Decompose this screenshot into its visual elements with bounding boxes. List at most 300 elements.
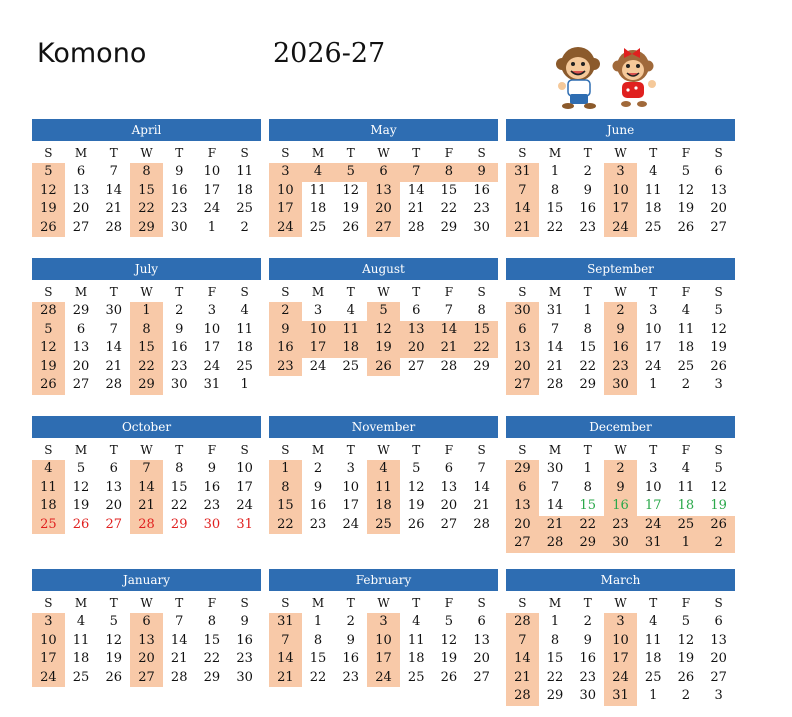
day-cell: 30 xyxy=(604,376,637,395)
day-cell: 20 xyxy=(72,358,90,374)
day-cell: 2 xyxy=(240,219,249,235)
weekday-label: F xyxy=(681,285,691,299)
day-cell: 27 xyxy=(440,516,458,532)
day-cell: 30 xyxy=(170,219,188,235)
day-grid xyxy=(269,302,498,376)
day-cell: 16 xyxy=(579,651,597,666)
monkey-mascots-illustration xyxy=(548,38,668,110)
day-cell: 16 xyxy=(236,632,253,648)
day-cell: 22 xyxy=(269,516,302,535)
day-cell: 13 xyxy=(506,497,539,516)
weekday-label: M xyxy=(311,146,325,160)
day-cell: 9 xyxy=(240,614,249,629)
day-cell: 9 xyxy=(604,321,637,340)
day-cell: 22 xyxy=(571,516,604,535)
day-cell: 15 xyxy=(579,498,597,513)
day-cell: 9 xyxy=(313,479,323,495)
day-cell: 14 xyxy=(473,479,490,495)
day-cell: 18 xyxy=(644,651,662,666)
day-cell: 10 xyxy=(32,632,65,651)
day-cell: 6 xyxy=(76,321,86,337)
weekday-label: T xyxy=(412,443,421,457)
weekday-label: T xyxy=(346,596,355,610)
weekday-label: M xyxy=(548,146,562,160)
day-cell: 10 xyxy=(203,321,221,337)
day-cell: 22 xyxy=(546,219,564,235)
day-cell: 9 xyxy=(346,632,355,648)
day-cell: 13 xyxy=(440,479,458,495)
weekday-label: F xyxy=(444,443,454,457)
day-cell: 2 xyxy=(313,461,323,476)
day-grid xyxy=(32,302,261,395)
day-cell: 20 xyxy=(72,201,90,216)
day-cell: 21 xyxy=(170,651,188,666)
day-cell: 20 xyxy=(710,201,727,216)
day-cell: 24 xyxy=(236,498,253,513)
day-cell: 11 xyxy=(72,632,90,648)
day-cell: 16 xyxy=(604,339,637,358)
month-header: September xyxy=(506,258,735,280)
day-cell: 14 xyxy=(506,650,539,669)
day-cell: 4 xyxy=(240,303,249,318)
day-cell: 20 xyxy=(710,651,727,666)
day-cell: 9 xyxy=(604,479,637,498)
day-cell: 20 xyxy=(130,650,163,669)
weekday-label: S xyxy=(518,596,527,610)
day-cell: 1 xyxy=(649,688,658,703)
weekday-label: M xyxy=(74,146,88,160)
day-cell: 27 xyxy=(473,669,490,685)
month-october xyxy=(32,416,261,534)
day-cell: 19 xyxy=(342,201,360,216)
day-cell: 7 xyxy=(400,163,433,182)
day-cell: 20 xyxy=(105,498,123,513)
day-cell: 19 xyxy=(105,651,123,666)
day-cell: 1 xyxy=(583,461,592,476)
weekday-label: T xyxy=(109,285,118,299)
day-cell: 30 xyxy=(170,377,188,392)
month-january xyxy=(32,569,261,687)
day-cell: 4 xyxy=(649,614,658,629)
weekday-row xyxy=(32,440,261,460)
day-grid xyxy=(506,460,735,553)
month-august xyxy=(269,258,498,376)
day-cell: 5 xyxy=(681,614,691,629)
day-cell: 1 xyxy=(583,303,592,318)
day-cell: 4 xyxy=(681,461,691,476)
day-cell: 18 xyxy=(367,497,400,516)
day-cell: 4 xyxy=(649,164,658,179)
day-cell: 5 xyxy=(714,461,723,476)
day-cell: 2 xyxy=(346,614,355,629)
day-cell: 24 xyxy=(309,358,327,374)
day-cell: 16 xyxy=(342,651,360,666)
weekday-label: T xyxy=(346,146,355,160)
day-cell: 24 xyxy=(637,516,670,535)
day-cell: 8 xyxy=(550,632,560,648)
day-cell: 11 xyxy=(644,182,662,198)
day-cell: 19 xyxy=(32,358,65,377)
weekday-row xyxy=(32,593,261,613)
day-cell: 25 xyxy=(342,358,360,374)
weekday-label: T xyxy=(109,443,118,457)
month-header: July xyxy=(32,258,261,280)
day-grid xyxy=(269,460,498,534)
weekday-label: W xyxy=(140,146,153,160)
day-cell: 26 xyxy=(677,219,695,235)
day-cell: 30 xyxy=(105,303,123,318)
day-cell: 9 xyxy=(583,632,592,648)
day-cell: 25 xyxy=(670,516,703,535)
weekday-label: T xyxy=(412,596,421,610)
day-cell: 19 xyxy=(440,651,458,666)
weekday-label: S xyxy=(714,596,723,610)
day-cell: 27 xyxy=(105,516,123,532)
day-cell: 16 xyxy=(473,182,490,198)
day-cell: 21 xyxy=(269,669,302,688)
day-cell: 17 xyxy=(302,339,335,358)
day-cell: 23 xyxy=(309,516,327,532)
day-cell: 5 xyxy=(714,303,723,318)
day-cell: 1 xyxy=(649,377,658,392)
month-september xyxy=(506,258,735,395)
day-cell: 26 xyxy=(677,669,695,685)
day-cell: 27 xyxy=(72,219,90,235)
day-cell: 13 xyxy=(473,632,490,648)
day-cell: 3 xyxy=(313,303,323,318)
day-cell: 19 xyxy=(677,201,695,216)
weekday-label: S xyxy=(281,443,290,457)
month-header: November xyxy=(269,416,498,438)
day-cell: 26 xyxy=(342,219,360,235)
day-cell: 4 xyxy=(302,163,335,182)
month-header: August xyxy=(269,258,498,280)
day-cell: 24 xyxy=(203,358,221,374)
weekday-label: T xyxy=(175,443,184,457)
day-cell: 11 xyxy=(677,479,695,495)
day-cell: 17 xyxy=(32,650,65,669)
day-cell: 20 xyxy=(440,498,458,513)
day-cell: 23 xyxy=(604,516,637,535)
day-cell: 10 xyxy=(269,182,302,201)
day-cell: 3 xyxy=(714,688,723,703)
day-cell: 23 xyxy=(579,219,597,235)
day-cell: 20 xyxy=(367,200,400,219)
day-grid xyxy=(506,163,735,237)
weekday-label: F xyxy=(207,443,217,457)
weekday-label: W xyxy=(140,596,153,610)
weekday-row xyxy=(269,593,498,613)
weekday-label: T xyxy=(649,443,658,457)
day-cell: 7 xyxy=(109,321,118,337)
weekday-label: F xyxy=(681,596,691,610)
day-cell: 5 xyxy=(32,321,65,340)
day-cell: 6 xyxy=(76,164,86,179)
day-cell: 3 xyxy=(604,163,637,182)
day-cell: 16 xyxy=(203,479,221,495)
day-cell: 19 xyxy=(710,498,727,513)
weekday-label: W xyxy=(377,285,390,299)
day-cell: 31 xyxy=(269,613,302,632)
day-cell: 5 xyxy=(681,164,691,179)
month-november xyxy=(269,416,498,534)
day-cell: 24 xyxy=(32,669,65,688)
day-cell: 7 xyxy=(269,632,302,651)
day-cell: 21 xyxy=(506,219,539,238)
day-cell: 18 xyxy=(677,340,695,355)
day-cell: 1 xyxy=(269,460,302,479)
day-cell: 23 xyxy=(473,201,490,216)
month-header: May xyxy=(269,119,498,141)
weekday-label: S xyxy=(714,443,723,457)
day-cell: 16 xyxy=(579,201,597,216)
day-cell: 3 xyxy=(32,613,65,632)
day-cell: 9 xyxy=(175,164,184,179)
day-cell: 25 xyxy=(644,669,662,685)
weekday-label: S xyxy=(518,285,527,299)
day-cell: 10 xyxy=(367,632,400,651)
day-cell: 12 xyxy=(440,632,458,648)
day-cell: 15 xyxy=(546,201,564,216)
day-cell: 19 xyxy=(72,498,90,513)
day-cell: 20 xyxy=(506,516,539,535)
day-cell: 28 xyxy=(506,687,539,706)
day-cell: 12 xyxy=(72,479,90,495)
day-cell: 18 xyxy=(32,497,65,516)
day-cell: 24 xyxy=(269,219,302,238)
day-cell: 30 xyxy=(473,219,490,235)
day-cell: 15 xyxy=(170,479,188,495)
weekday-label: S xyxy=(281,596,290,610)
day-cell: 16 xyxy=(604,497,637,516)
day-cell: 2 xyxy=(604,460,637,479)
day-cell: 14 xyxy=(546,340,564,355)
day-cell: 25 xyxy=(677,358,695,374)
day-cell: 28 xyxy=(539,534,572,553)
day-cell: 3 xyxy=(346,461,355,476)
weekday-label: T xyxy=(583,596,592,610)
day-cell: 15 xyxy=(579,340,597,355)
day-cell: 16 xyxy=(269,339,302,358)
weekday-label: T xyxy=(583,443,592,457)
weekday-label: W xyxy=(377,443,390,457)
day-cell: 31 xyxy=(236,516,253,532)
day-cell: 10 xyxy=(302,321,335,340)
day-cell: 15 xyxy=(309,651,327,666)
day-cell: 5 xyxy=(444,614,454,629)
day-grid xyxy=(269,613,498,687)
month-june xyxy=(506,119,735,237)
day-cell: 25 xyxy=(407,669,425,685)
weekday-label: F xyxy=(681,443,691,457)
day-cell: 17 xyxy=(342,498,360,513)
day-cell: 25 xyxy=(367,516,400,535)
day-cell: 23 xyxy=(269,358,302,377)
day-cell: 13 xyxy=(710,632,727,648)
day-cell: 10 xyxy=(604,632,637,651)
day-cell: 19 xyxy=(710,340,727,355)
weekday-label: M xyxy=(74,443,88,457)
day-cell: 18 xyxy=(236,340,253,355)
weekday-label: T xyxy=(175,285,184,299)
day-cell: 10 xyxy=(644,479,662,495)
day-grid xyxy=(506,302,735,395)
day-cell: 3 xyxy=(649,303,658,318)
day-cell: 11 xyxy=(367,479,400,498)
day-cell: 3 xyxy=(207,303,217,318)
day-cell: 13 xyxy=(710,182,727,198)
weekday-label: T xyxy=(649,285,658,299)
day-cell: 11 xyxy=(309,182,327,198)
weekday-label: W xyxy=(140,443,153,457)
day-cell: 15 xyxy=(130,182,163,201)
day-cell: 29 xyxy=(130,376,163,395)
day-cell: 11 xyxy=(644,632,662,648)
weekday-row xyxy=(269,282,498,302)
weekday-label: W xyxy=(377,146,390,160)
day-cell: 3 xyxy=(269,163,302,182)
month-header: February xyxy=(269,569,498,591)
weekday-label: S xyxy=(477,146,486,160)
day-cell: 26 xyxy=(367,358,400,377)
day-cell: 7 xyxy=(506,182,539,201)
day-cell: 23 xyxy=(170,358,188,374)
weekday-label: T xyxy=(649,596,658,610)
day-cell: 30 xyxy=(506,302,539,321)
weekday-label: S xyxy=(714,285,723,299)
weekday-label: S xyxy=(518,443,527,457)
month-april xyxy=(32,119,261,237)
day-cell: 2 xyxy=(583,164,592,179)
day-cell: 14 xyxy=(269,650,302,669)
day-cell: 26 xyxy=(710,358,727,374)
weekday-label: S xyxy=(44,443,53,457)
day-cell: 28 xyxy=(506,613,539,632)
day-cell: 28 xyxy=(130,516,163,535)
day-cell: 29 xyxy=(130,219,163,238)
day-cell: 11 xyxy=(236,321,253,337)
day-cell: 1 xyxy=(313,614,323,629)
day-cell: 8 xyxy=(269,479,302,498)
day-cell: 17 xyxy=(269,200,302,219)
day-cell: 13 xyxy=(72,340,90,355)
weekday-label: F xyxy=(681,146,691,160)
day-cell: 12 xyxy=(407,479,425,495)
day-cell: 11 xyxy=(32,479,65,498)
weekday-label: S xyxy=(44,146,53,160)
day-cell: 7 xyxy=(477,461,486,476)
day-cell: 28 xyxy=(407,219,425,235)
day-cell: 3 xyxy=(604,613,637,632)
day-cell: 18 xyxy=(236,182,253,198)
day-cell: 17 xyxy=(203,340,221,355)
month-header: December xyxy=(506,416,735,438)
day-cell: 12 xyxy=(677,182,695,198)
day-cell: 22 xyxy=(130,200,163,219)
weekday-label: S xyxy=(281,285,290,299)
day-cell: 16 xyxy=(309,498,327,513)
day-cell: 11 xyxy=(236,164,253,179)
day-cell: 14 xyxy=(407,182,425,198)
day-cell: 31 xyxy=(546,303,564,318)
day-cell: 9 xyxy=(269,321,302,340)
day-cell: 4 xyxy=(32,460,65,479)
weekday-label: T xyxy=(346,285,355,299)
weekday-row xyxy=(32,282,261,302)
day-cell: 29 xyxy=(546,688,564,703)
weekday-label: S xyxy=(240,285,249,299)
day-cell: 2 xyxy=(604,302,637,321)
day-cell: 13 xyxy=(367,182,400,201)
day-cell: 17 xyxy=(644,498,662,513)
day-cell: 10 xyxy=(236,461,253,476)
day-cell: 14 xyxy=(546,498,564,513)
day-cell: 30 xyxy=(579,688,597,703)
day-cell: 26 xyxy=(440,669,458,685)
day-cell: 3 xyxy=(714,377,723,392)
day-cell: 30 xyxy=(546,461,564,476)
day-cell: 8 xyxy=(175,461,184,476)
day-cell: 8 xyxy=(477,303,486,318)
day-cell: 7 xyxy=(550,479,560,495)
day-cell: 7 xyxy=(109,164,118,179)
day-cell: 13 xyxy=(506,339,539,358)
day-cell: 24 xyxy=(604,219,637,238)
day-cell: 23 xyxy=(203,498,221,513)
day-cell: 27 xyxy=(710,219,727,235)
day-cell: 25 xyxy=(236,201,253,216)
day-cell: 22 xyxy=(440,201,458,216)
day-cell: 1 xyxy=(550,164,560,179)
month-header: April xyxy=(32,119,261,141)
day-cell: 4 xyxy=(412,614,421,629)
day-cell: 16 xyxy=(170,182,188,198)
day-cell: 10 xyxy=(203,164,221,179)
weekday-label: T xyxy=(175,146,184,160)
weekday-row xyxy=(269,440,498,460)
weekday-row xyxy=(32,143,261,163)
month-july xyxy=(32,258,261,395)
day-cell: 23 xyxy=(236,651,253,666)
day-cell: 23 xyxy=(170,201,188,216)
day-cell: 9 xyxy=(175,321,184,337)
day-cell: 19 xyxy=(32,200,65,219)
day-cell: 18 xyxy=(72,651,90,666)
weekday-label: M xyxy=(548,285,562,299)
day-cell: 2 xyxy=(681,688,691,703)
day-cell: 15 xyxy=(440,182,458,198)
weekday-label: W xyxy=(614,596,627,610)
weekday-row xyxy=(506,282,735,302)
day-cell: 5 xyxy=(32,163,65,182)
day-cell: 18 xyxy=(407,651,425,666)
weekday-label: W xyxy=(140,285,153,299)
day-cell: 6 xyxy=(506,479,539,498)
day-cell: 16 xyxy=(170,340,188,355)
weekday-label: T xyxy=(583,146,592,160)
day-cell: 6 xyxy=(714,164,723,179)
weekday-row xyxy=(506,440,735,460)
day-cell: 17 xyxy=(604,650,637,669)
day-cell: 27 xyxy=(367,219,400,238)
weekday-label: S xyxy=(240,596,249,610)
day-cell: 28 xyxy=(546,377,564,392)
weekday-label: W xyxy=(614,443,627,457)
day-cell: 7 xyxy=(175,614,184,629)
day-cell: 11 xyxy=(677,321,695,337)
day-cell: 17 xyxy=(367,650,400,669)
day-cell: 7 xyxy=(550,321,560,337)
